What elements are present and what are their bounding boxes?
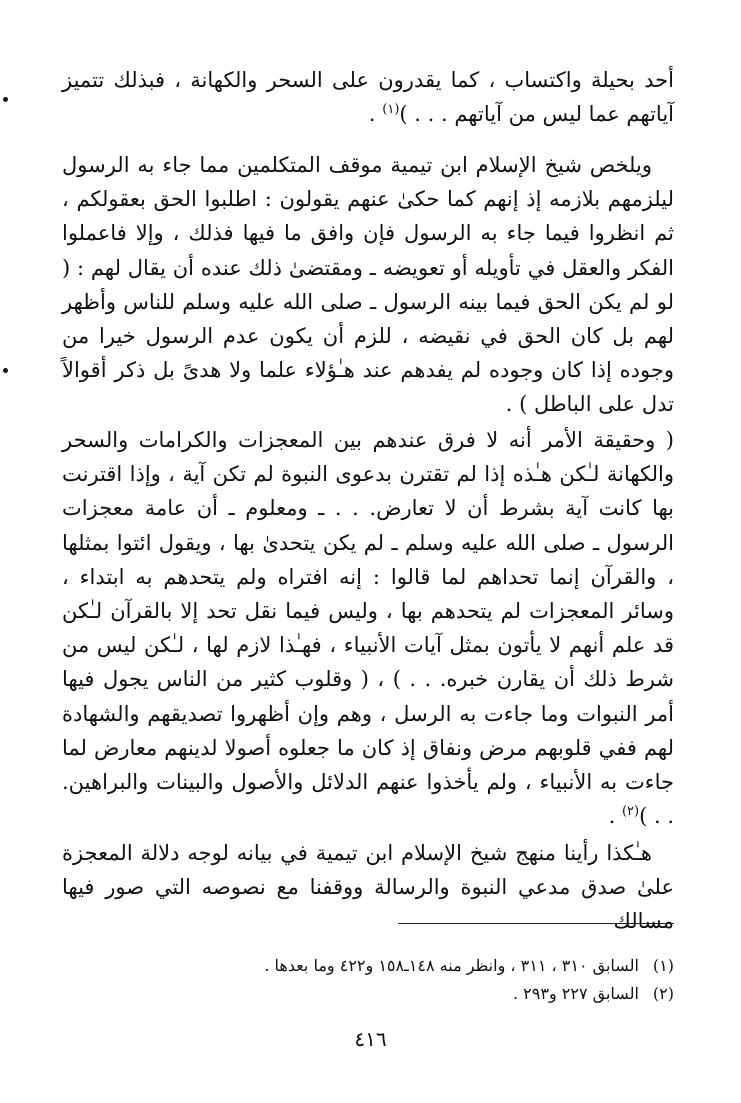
footnote-separator	[398, 923, 674, 924]
paragraph-1-text: أحد بحيلة واكتساب ، كما يقدرون على السحر والكهانة ، فبذلك تتميز آياتهم عما ليس من آياتهم . . . )	[62, 68, 674, 127]
footnote-ref-1[interactable]: (١)	[382, 102, 400, 118]
footnote-ref-2[interactable]: (٢)	[621, 804, 640, 820]
footnote-2	[150, 983, 674, 1005]
paragraph-2-text: ويلخص شيخ الإسلام ابن تيمية موقف المتكلمين مما جاء به الرسول ليلزمهم بلازمه إذ إنهم كما حكىٰ عنهم يقولون : اطلبوا الحق بعقولكم ، ثم انظروا فيما جاء به الرسول فإن وافق ما فيها فذلك ، وإلا فاعملوا الفكر والعقل في تأويله أو تعويضه ـ ومقتضىٰ ذلك عنده أن يقال لهم : ( لو لم يكن الحق فيما بينه الرسول ـ صلى الله عليه وسلم للناس وأظهر لهم بل كان الحق في نقيضه ، للزم أن يكون عدم الرسول خيرا من وجوده إذا كان وجوده لم يفدهم عند هـٰؤلاء علما ولا هدىً بل ذكر أقوالاً تدل على الباطل ) .	[62, 153, 674, 417]
footnote-1	[150, 955, 674, 977]
footnote-2-number: (٢)	[652, 984, 674, 1003]
paragraph-1-tail: .	[368, 102, 383, 127]
footnote-1-text: السابق ٣١٠ ، ٣١١ ، وانظر منه ١٤٨ـ١٥٨ و٤٢٢ وما بعدها .	[264, 956, 639, 975]
margin-mark	[3, 368, 8, 373]
paragraph-3-text: ( وحقيقة الأمر أنه لا فرق عندهم بين المعجزات والكرامات والسحر والكهانة لـٰكن هـٰذه إذا لم تقترن بدعوى النبوة لم تكن آية ، وإذا اقترنت بها كانت آية بشرط أن لا تعارض. . . ـ ومعلوم ـ أن عامة معجزات الرسول ـ صلى الله عليه وسلم ـ لم يكن يتحدىٰ بها ، ويقول ائتوا بمثلها ، والقرآن إنما تحداهم لما قالوا : إنه افتراه ولم يتحدهم به ابتداء ، وسائر المعجزات لم يتحدهم بها ، وليس فيما نقل تحد إلا بالقرآن لـٰكن قد علم أنهم لا يأتون بمثل آيات الأنبياء ، فهـٰذا لازم لها ، لـٰكن ليس من شرط ذلك أن يقارن خبره. . . ) ، ( وقلوب كثير من الناس يجول فيها أمر النبوات وما جاءت به الرسل ، وهم وإن أظهروا تصديقهم والشهادة لهم ففي قلوبهم مرض ونفاق إذ كان ما جعلوه أصولا لدينهم معارض لما جاءت به الأنبياء ، ولم يأخذوا عنهم الدلائل والأصول والبينات والبراهين. . . )	[62, 428, 674, 829]
page-number: ٤١٦	[354, 1027, 387, 1051]
paragraph-3-tail: .	[608, 804, 622, 829]
margin-mark	[3, 97, 8, 102]
paragraph-1	[62, 63, 674, 131]
paragraph-3	[62, 423, 674, 833]
footnote-2-text: السابق ٢٢٧ و٢٩٣ .	[513, 984, 639, 1003]
paragraph-2	[62, 148, 674, 422]
paragraph-4-text: هـٰكذا رأينا منهج شيخ الإسلام ابن تيمية في بيانه لوجه دلالة المعجزة علىٰ صدق مدعي النبوة والرسالة ووقفنا مع نصوصه التي صور فيها مسالك	[62, 841, 674, 934]
footnote-1-number: (١)	[652, 956, 674, 975]
